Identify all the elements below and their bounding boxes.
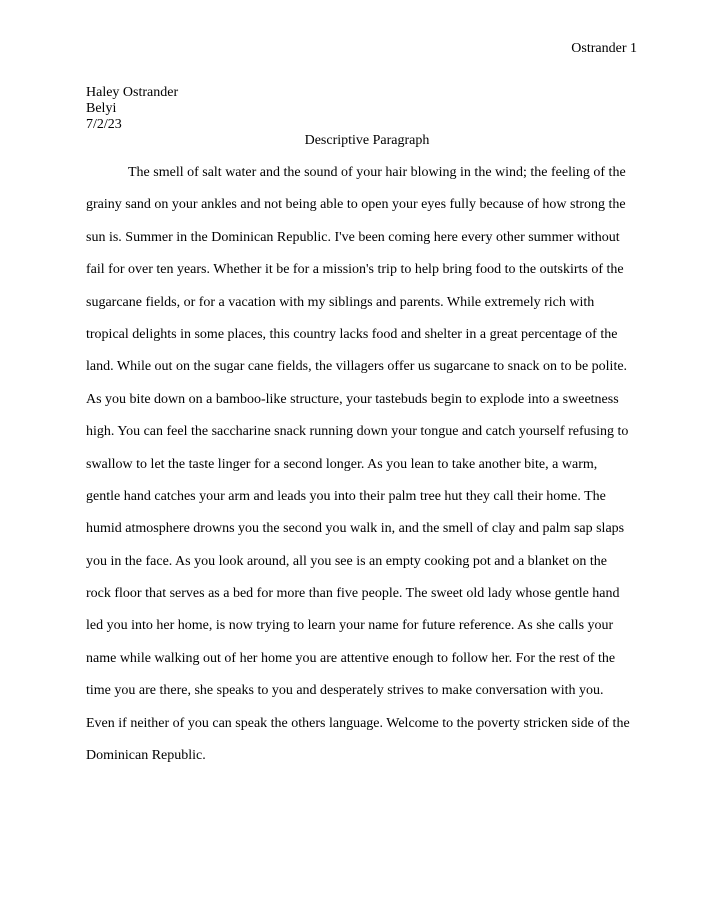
mla-heading: [86, 85, 178, 133]
body-paragraph: [86, 165, 646, 780]
paragraph-line: name while walking out of her home you are attentive enough to follow her. For the rest of the: [86, 650, 616, 666]
paragraph-line: Even if neither of you can speak the others language. Welcome to the poverty stricken side of the: [86, 715, 630, 731]
author-name: Haley Ostrander: [86, 85, 179, 100]
paragraph-line: humid atmosphere drowns you the second you walk in, and the smell of clay and palm sap slaps: [86, 521, 625, 537]
paragraph-line: swallow to let the taste linger for a second longer. As you lean to take another bite, a warm,: [86, 456, 598, 472]
paragraph-line: led you into her home, is now trying to learn your name for future reference. As she calls your: [86, 618, 614, 634]
paragraph-line: fail for over ten years. Whether it be for a mission's trip to help bring food to the outskirts of the: [86, 262, 624, 278]
paragraph-line: sun is. Summer in the Dominican Republic. I've been coming here every other summer without: [86, 229, 620, 245]
document-title: Descriptive Paragraph: [304, 133, 430, 148]
paragraph-line: grainy sand on your ankles and not being able to open your eyes fully because of how strong the: [86, 197, 626, 213]
paragraph-line: you in the face. As you look around, all you see is an empty cooking pot and a blanket on the: [86, 553, 607, 569]
paragraph-line: land. While out on the sugar cane fields, the villagers offer us sugarcane to snack on to be polite.: [86, 359, 628, 375]
paragraph-line: The smell of salt water and the sound of your hair blowing in the wind; the feeling of the: [128, 165, 626, 180]
paragraph-line: time you are there, she speaks to you and desperately strives to make conversation with you.: [86, 683, 604, 699]
date: 7/2/23: [86, 117, 122, 132]
paragraph-line: tropical delights in some places, this country lacks food and shelter in a great percentage of the: [86, 326, 618, 342]
paragraph-line: rock floor that serves as a bed for more than five people. The sweet old lady whose gentle hand: [86, 586, 620, 602]
paragraph-line: gentle hand catches your arm and leads you into their palm tree hut they call their home. The: [86, 488, 606, 504]
paragraph-line: Dominican Republic.: [86, 748, 206, 764]
paragraph-line: high. You can feel the saccharine snack running down your tongue and catch yourself refusing to: [86, 424, 629, 440]
paragraph-line: sugarcane fields, or for a vacation with my siblings and parents. While extremely rich with: [86, 294, 595, 310]
instructor-name: Belyi: [86, 101, 117, 116]
paragraph-line: As you bite down on a bamboo-like structure, your tastebuds begin to explode into a sweetness: [86, 391, 619, 407]
running-head: Ostrander 1: [571, 41, 637, 56]
